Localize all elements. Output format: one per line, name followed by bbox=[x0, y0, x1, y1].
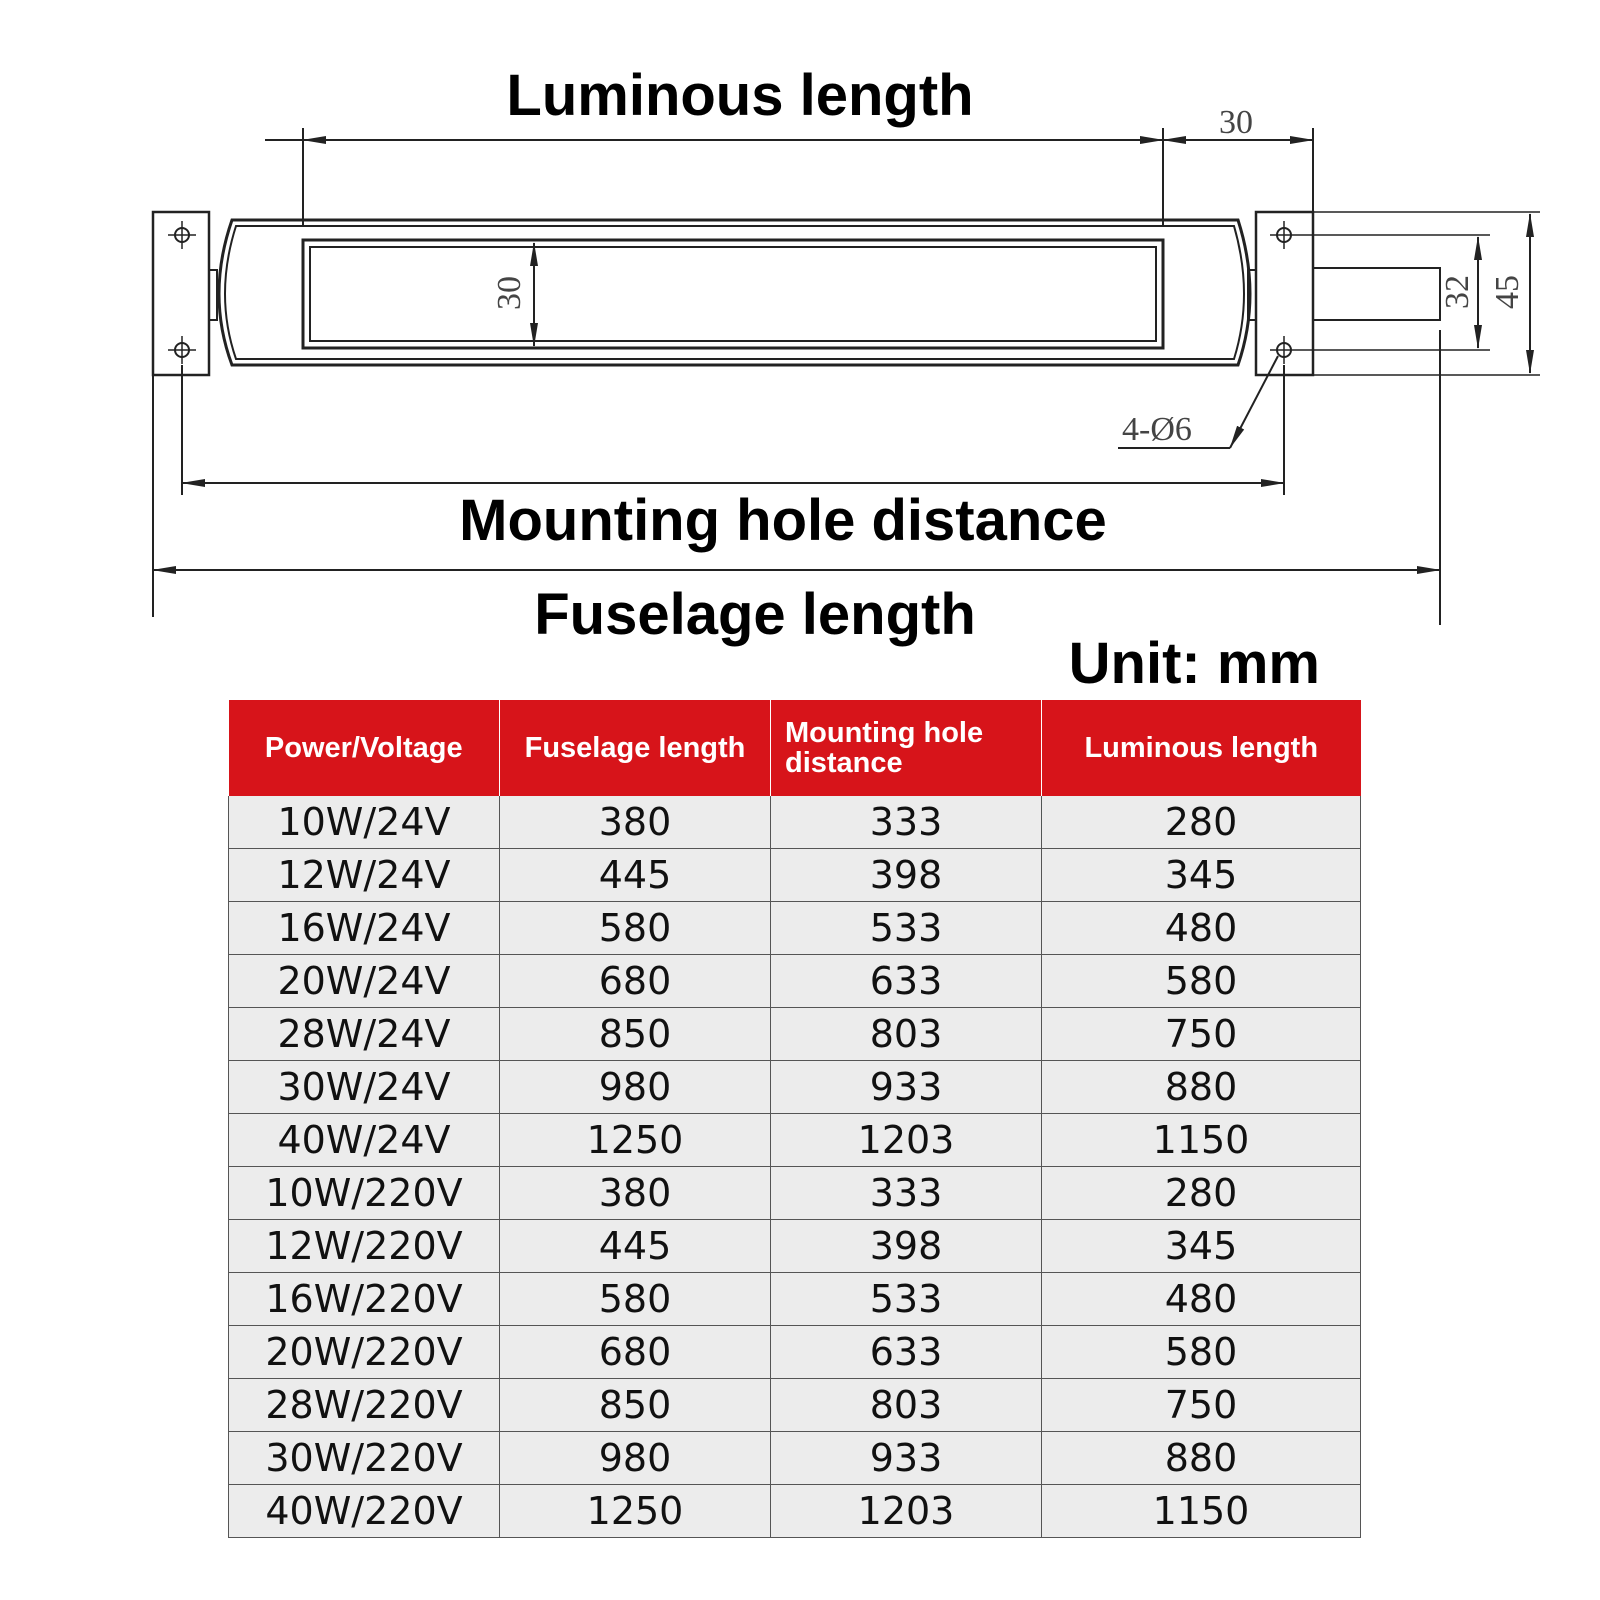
cell-luminous-length: 580 bbox=[1042, 955, 1361, 1008]
cell-fuselage-length: 980 bbox=[500, 1432, 771, 1485]
header-luminous-length: Luminous length bbox=[1042, 700, 1361, 796]
cell-mounting-hole-distance: 398 bbox=[771, 849, 1042, 902]
cell-luminous-length: 1150 bbox=[1042, 1485, 1361, 1538]
lamp-body bbox=[219, 220, 1250, 365]
table-row bbox=[229, 1008, 1361, 1061]
cell-power-voltage: 30W/24V bbox=[229, 1061, 500, 1114]
table-row bbox=[229, 1326, 1361, 1379]
table-header-row bbox=[229, 700, 1361, 796]
bracket-height-value: 45 bbox=[1489, 275, 1526, 309]
table-row bbox=[229, 1432, 1361, 1485]
mounting-hole-distance-label: Mounting hole distance bbox=[459, 488, 1107, 553]
cell-fuselage-length: 850 bbox=[500, 1008, 771, 1061]
cell-mounting-hole-distance: 333 bbox=[771, 796, 1042, 849]
cell-power-voltage: 10W/220V bbox=[229, 1167, 500, 1220]
cell-power-voltage: 20W/24V bbox=[229, 955, 500, 1008]
cell-power-voltage: 16W/24V bbox=[229, 902, 500, 955]
technical-drawing bbox=[0, 0, 1600, 660]
cell-luminous-length: 480 bbox=[1042, 1273, 1361, 1326]
cell-luminous-length: 880 bbox=[1042, 1061, 1361, 1114]
header-mounting-hole-distance: Mounting hole distance bbox=[771, 700, 1042, 796]
table-row bbox=[229, 1485, 1361, 1538]
header-power-voltage: Power/Voltage bbox=[229, 700, 500, 796]
cell-fuselage-length: 680 bbox=[500, 955, 771, 1008]
cell-power-voltage: 12W/220V bbox=[229, 1220, 500, 1273]
table-row bbox=[229, 955, 1361, 1008]
luminous-length-dimension bbox=[265, 128, 1163, 225]
cell-fuselage-length: 1250 bbox=[500, 1114, 771, 1167]
cell-mounting-hole-distance: 1203 bbox=[771, 1485, 1042, 1538]
spec-table bbox=[228, 700, 1361, 1538]
panel-height-value: 30 bbox=[491, 276, 528, 310]
cell-fuselage-length: 580 bbox=[500, 902, 771, 955]
hole-spacing-dimension bbox=[1298, 235, 1490, 350]
table-row bbox=[229, 902, 1361, 955]
cell-power-voltage: 28W/24V bbox=[229, 1008, 500, 1061]
cell-power-voltage: 40W/220V bbox=[229, 1485, 500, 1538]
cell-fuselage-length: 380 bbox=[500, 1167, 771, 1220]
table-row bbox=[229, 1114, 1361, 1167]
cell-luminous-length: 1150 bbox=[1042, 1114, 1361, 1167]
fuselage-length-dimension bbox=[153, 330, 1440, 625]
cell-mounting-hole-distance: 398 bbox=[771, 1220, 1042, 1273]
cell-mounting-hole-distance: 803 bbox=[771, 1008, 1042, 1061]
cell-luminous-length: 580 bbox=[1042, 1326, 1361, 1379]
table-row bbox=[229, 1061, 1361, 1114]
hole-spacing-value: 32 bbox=[1439, 275, 1476, 309]
header-fuselage-length: Fuselage length bbox=[500, 700, 771, 796]
cell-mounting-hole-distance: 633 bbox=[771, 955, 1042, 1008]
cell-mounting-hole-distance: 533 bbox=[771, 1273, 1042, 1326]
unit-label: Unit: mm bbox=[1068, 631, 1320, 696]
cell-luminous-length: 480 bbox=[1042, 902, 1361, 955]
cell-fuselage-length: 680 bbox=[500, 1326, 771, 1379]
mounting-hole-icon bbox=[1270, 221, 1298, 249]
end-width-value: 30 bbox=[1219, 104, 1253, 141]
cell-power-voltage: 10W/24V bbox=[229, 796, 500, 849]
table-row bbox=[229, 849, 1361, 902]
panel-height-dimension bbox=[491, 243, 534, 346]
cell-power-voltage: 28W/220V bbox=[229, 1379, 500, 1432]
cell-luminous-length: 750 bbox=[1042, 1379, 1361, 1432]
table-row bbox=[229, 1379, 1361, 1432]
cell-fuselage-length: 1250 bbox=[500, 1485, 771, 1538]
cell-power-voltage: 30W/220V bbox=[229, 1432, 500, 1485]
hole-callout bbox=[1118, 356, 1278, 448]
table-row bbox=[229, 1220, 1361, 1273]
fuselage-length-label: Fuselage length bbox=[534, 582, 976, 647]
cell-mounting-hole-distance: 933 bbox=[771, 1061, 1042, 1114]
cell-luminous-length: 280 bbox=[1042, 796, 1361, 849]
mounting-hole-icon bbox=[168, 221, 196, 249]
cell-luminous-length: 880 bbox=[1042, 1432, 1361, 1485]
cell-mounting-hole-distance: 333 bbox=[771, 1167, 1042, 1220]
cell-mounting-hole-distance: 533 bbox=[771, 902, 1042, 955]
hole-callout-text: 4-Ø6 bbox=[1122, 411, 1192, 448]
cell-fuselage-length: 980 bbox=[500, 1061, 771, 1114]
left-mounting-bracket bbox=[153, 212, 217, 375]
cell-luminous-length: 750 bbox=[1042, 1008, 1361, 1061]
cell-power-voltage: 12W/24V bbox=[229, 849, 500, 902]
cell-fuselage-length: 850 bbox=[500, 1379, 771, 1432]
cell-fuselage-length: 380 bbox=[500, 796, 771, 849]
cell-mounting-hole-distance: 933 bbox=[771, 1432, 1042, 1485]
mounting-hole-distance-dimension bbox=[182, 365, 1284, 495]
cell-fuselage-length: 445 bbox=[500, 849, 771, 902]
cell-fuselage-length: 445 bbox=[500, 1220, 771, 1273]
cell-luminous-length: 345 bbox=[1042, 849, 1361, 902]
light-panel bbox=[303, 240, 1163, 348]
cell-mounting-hole-distance: 1203 bbox=[771, 1114, 1042, 1167]
cell-power-voltage: 16W/220V bbox=[229, 1273, 500, 1326]
cell-mounting-hole-distance: 633 bbox=[771, 1326, 1042, 1379]
cell-luminous-length: 345 bbox=[1042, 1220, 1361, 1273]
mounting-hole-icon bbox=[1270, 336, 1298, 364]
cell-power-voltage: 40W/24V bbox=[229, 1114, 500, 1167]
luminous-length-label: Luminous length bbox=[506, 63, 974, 128]
cell-fuselage-length: 580 bbox=[500, 1273, 771, 1326]
cell-mounting-hole-distance: 803 bbox=[771, 1379, 1042, 1432]
end-width-dimension bbox=[1163, 104, 1313, 215]
table-row bbox=[229, 1167, 1361, 1220]
cell-luminous-length: 280 bbox=[1042, 1167, 1361, 1220]
mounting-hole-icon bbox=[168, 336, 196, 364]
table-row bbox=[229, 796, 1361, 849]
table-row bbox=[229, 1273, 1361, 1326]
cell-power-voltage: 20W/220V bbox=[229, 1326, 500, 1379]
